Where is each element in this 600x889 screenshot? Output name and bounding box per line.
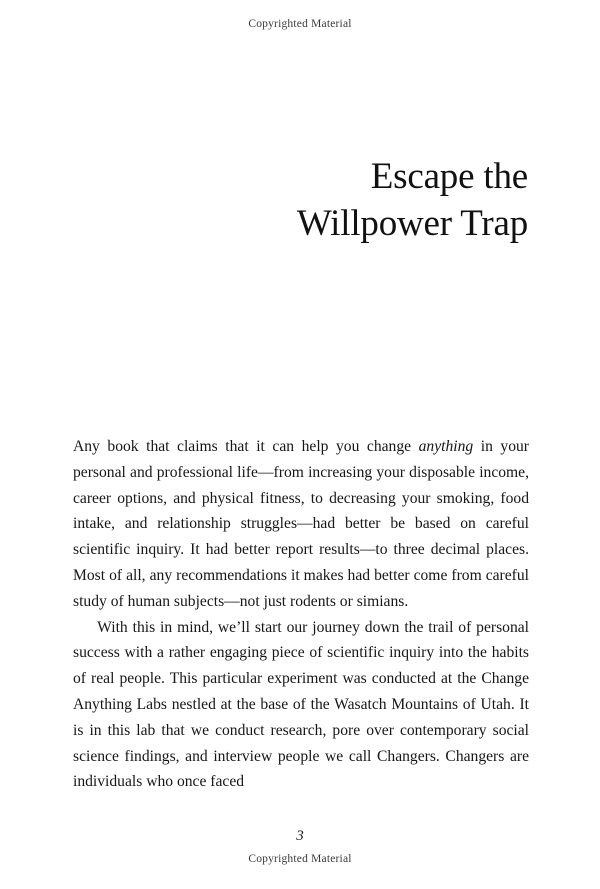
chapter-title-line-1: Escape the [370, 155, 528, 197]
copyright-watermark-top: Copyrighted Material [248, 18, 352, 30]
page-number: 3 [296, 828, 304, 844]
paragraph-2: With this in mind, we’ll start our journey down the trail of personal success with a rather engaging piece of scientific inquiry into the habits of real people. This particular experiment was conducted at the Change Anything Labs nestled at the base of the Wasatch Mountains of Utah. It is in this lab that we conduct research, pore over contemporary social science findings, and interview people we call Changers. Changers are individuals who once faced [73, 618, 529, 791]
chapter-title-line-2: Willpower Trap [296, 203, 528, 245]
body-text [73, 434, 529, 795]
emphasis-text: anything [418, 438, 474, 455]
page-title [108, 153, 528, 248]
copyright-watermark-bottom: Copyrighted Material [248, 853, 352, 865]
paragraph-1: Any book that claims that it can help you change anything in your personal and professional life—from increasing your disposable income, career options, and physical fitness, to decreasing your smoking, food intake, and relationship struggles—had better be based on careful scientific inquiry. It had better report results—to three decimal places. Most of all, any recommendations it makes had better come from careful study of human subjects—not just rodents or simians. [73, 438, 529, 610]
